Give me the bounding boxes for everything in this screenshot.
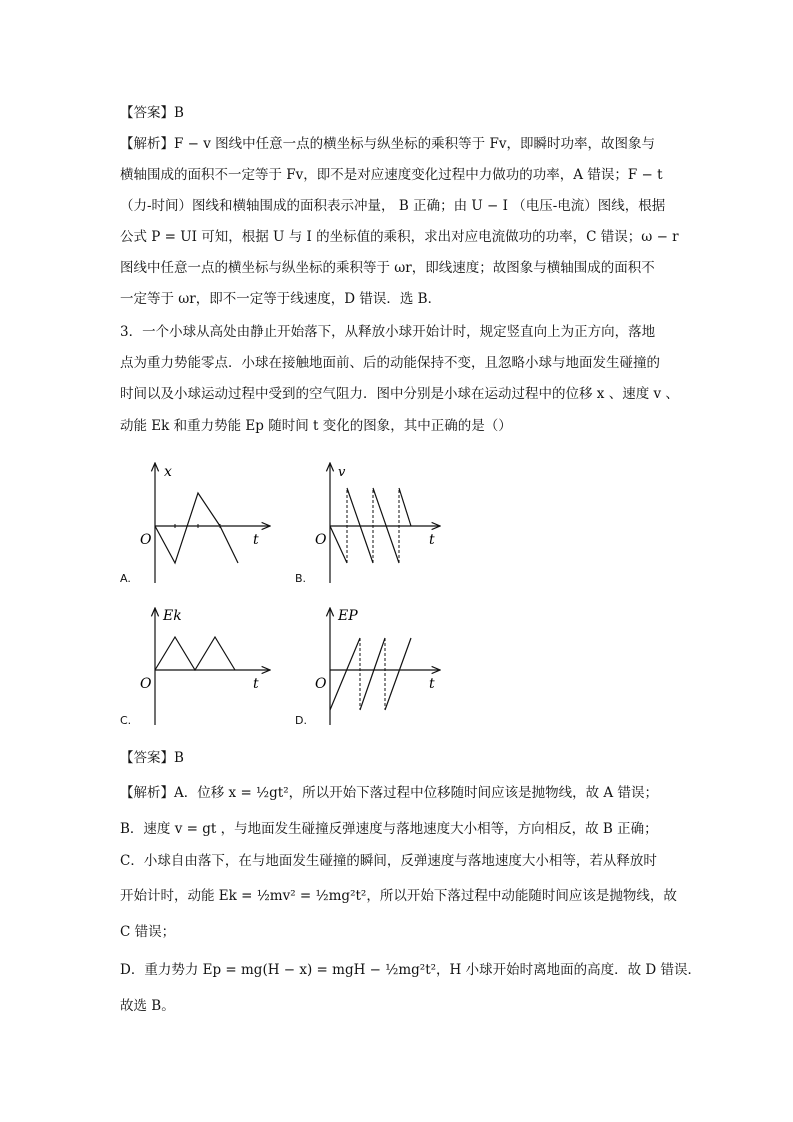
graph-c-origin: O: [140, 676, 152, 692]
analysis-1-line-6: 一定等于 ωr，即不一定等于线速度，D 错误．选 B．: [120, 291, 442, 307]
answer-1: 【答案】B: [120, 105, 184, 121]
option-b-label: B.: [295, 572, 307, 585]
graph-b: [290, 458, 450, 588]
question-3-line-3: 时间以及小球运动过程中受到的空气阻力．图中分别是小球在运动过程中的位移 x 、速度 v 、: [120, 386, 679, 402]
question-3-line-1: 3．一个小球从高处由静止开始落下，从释放小球开始计时，规定竖直向上为正方向，落地: [120, 324, 656, 340]
question-3-line-4: 动能 Ek 和重力势能 Ep 随时间 t 变化的图象，其中正确的是（）: [120, 418, 512, 434]
graph-a-xlabel: t: [253, 532, 259, 548]
graph-c: [120, 600, 280, 730]
analysis-1-line-2: 横轴围成的面积不一定等于 Fv，即不是对应速度变化过程中力做功的功率，A 错误；F − t: [120, 167, 663, 183]
analysis-2-line-3: C．小球自由落下，在与地面发生碰撞的瞬间，反弹速度与落地速度大小相等，若从释放时: [120, 853, 657, 869]
question-3-line-2: 点为重力势能零点．小球在接触地面前、后的动能保持不变，且忽略小球与地面发生碰撞的: [120, 355, 660, 371]
graph-a: [120, 458, 280, 588]
graph-c-xlabel: t: [253, 676, 259, 692]
option-c-label: C.: [120, 714, 132, 727]
graph-d-origin: O: [315, 676, 327, 692]
analysis-2-line-5: C 错误；: [120, 924, 176, 940]
analysis-1-line-5: 图线中任意一点的横坐标与纵坐标的乘积等于 ωr，即线速度；故图象与横轴围成的面积不: [120, 260, 655, 276]
graph-d: [290, 600, 450, 730]
analysis-2-line-1: 【解析】A．位移 x = ½gt²，所以开始下落过程中位移随时间应该是抛物线，故 A 错误；: [120, 785, 658, 801]
graph-a-ylabel: x: [164, 464, 172, 480]
graph-d-xlabel: t: [429, 676, 435, 692]
answer-2: 【答案】B: [120, 750, 184, 766]
analysis-1-line-4: 公式 P = UI 可知，根据 U 与 I 的坐标值的乘积，求出对应电流做功的功率，C 错误；ω − r: [120, 229, 679, 245]
analysis-2-line-2: B．速度 v = gt ，与地面发生碰撞反弹速度与落地速度大小相等，方向相反，故 B 正确；: [120, 821, 658, 837]
graph-c-ylabel: Ek: [163, 608, 182, 624]
graph-b-origin: O: [315, 532, 327, 548]
graph-b-xlabel: t: [429, 532, 435, 548]
graph-b-ylabel: v: [338, 465, 346, 480]
analysis-2-line-6: D．重力势力 Ep = mg(H − x) = mgH − ½mg²t²，H 小球开始时离地面的高度．故 D 错误．: [120, 962, 702, 978]
graph-a-origin: O: [140, 532, 152, 548]
analysis-2-line-7: 故选 B。: [120, 998, 175, 1014]
graph-d-ylabel: EP: [338, 608, 358, 624]
option-d-label: D.: [295, 714, 307, 727]
analysis-1-line-1: 【解析】F − v 图线中任意一点的横坐标与纵坐标的乘积等于 Fv，即瞬时功率，故图象与: [120, 136, 655, 152]
option-a-label: A.: [120, 572, 131, 585]
analysis-2-line-4: 开始计时，动能 Ek = ½mv² = ½mg²t²，所以开始下落过程中动能随时间应该是抛物线，故: [120, 888, 677, 904]
analysis-1-line-3: （力-时间）图线和横轴围成的面积表示冲量， B 正确；由 U − I （电压-电流）图线，根据: [120, 198, 666, 214]
